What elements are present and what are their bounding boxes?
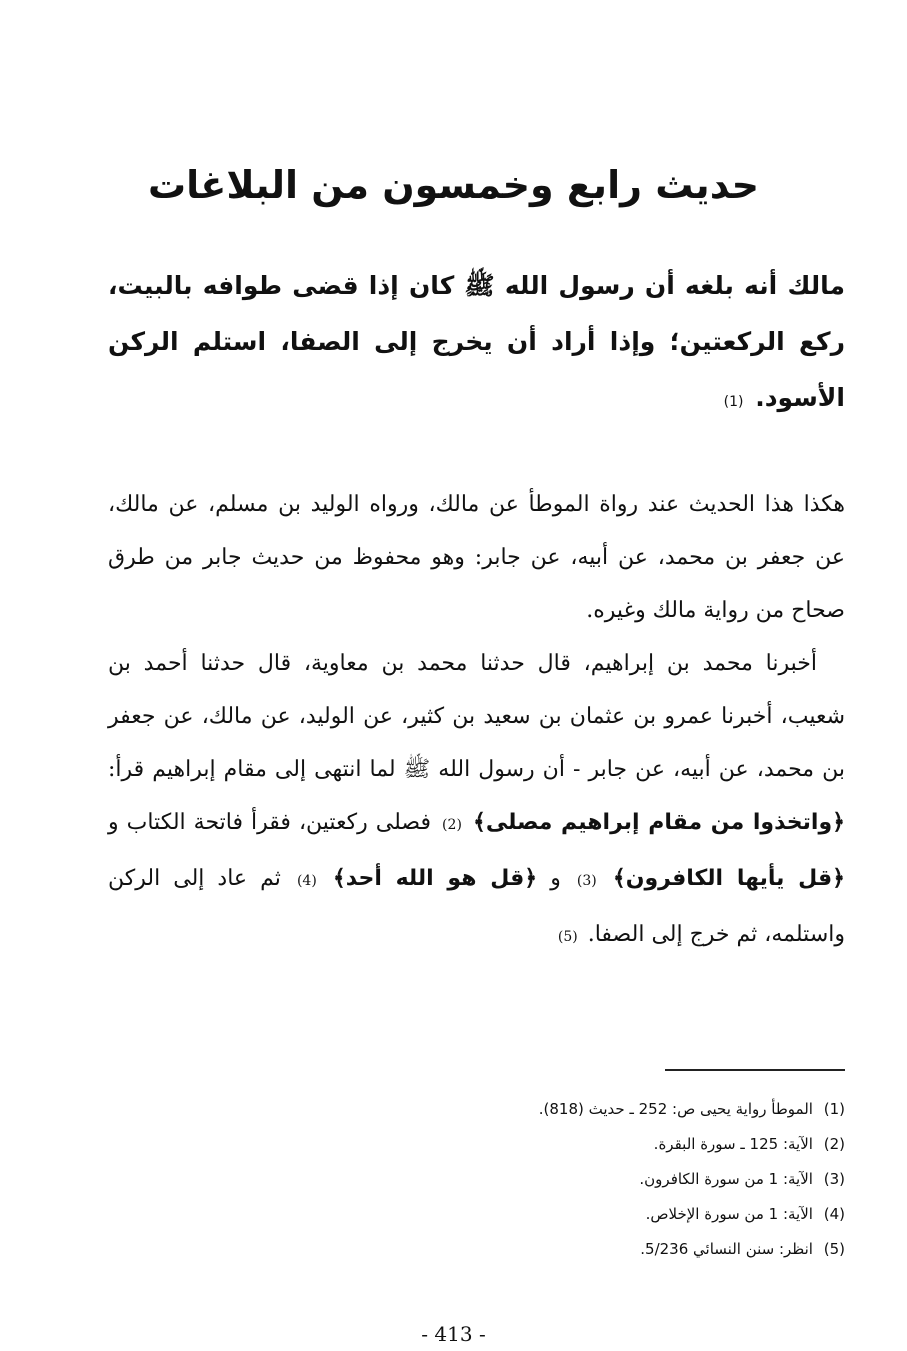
footnote-number: (4) [823,1205,845,1223]
footnote-text: الآية: 125 ـ سورة البقرة. [653,1135,813,1153]
footnote-item [400,1092,845,1127]
footnote-text: الآية: 1 من سورة الكافرون. [639,1170,813,1188]
footnote-ref-5: (5) [557,929,578,945]
footnote-item [400,1127,845,1162]
commentary-paragraph-1: هكذا هذا الحديث عند رواة الموطأ عن مالك، ورواه الوليد بن مسلم، عن مالك، عن جعفر بن محمد، عن أبيه، عن جابر: وهو محفوظ من حديث جابر من طرق صحاح من رواية مالك وغيره. [108,492,845,623]
footnote-number: (2) [823,1135,845,1153]
commentary-paragraph-2 [108,637,845,964]
footnote-ref-1: (1) [723,394,744,410]
footnote-text: انظر: سنن النسائي 5/236. [640,1240,813,1258]
footnote-divider [665,1069,845,1071]
hadith-text-block [108,258,845,430]
footnote-ref-4: (4) [296,873,317,889]
footnote-item [400,1197,845,1232]
footnote-ref-2: (2) [442,817,462,833]
footnote-text: الموطأ رواية يحيى ص: 252 ـ حديث (818). [538,1100,813,1118]
quran-verse-1: ﴿واتخذوا من مقام إبراهيم مصلى﴾ [472,810,846,835]
commentary-block [108,478,845,964]
footnote-number: (5) [823,1240,845,1258]
paragraph-2-text-3: و [550,866,561,891]
paragraph-2-text-2: فصلى ركعتين، فقرأ فاتحة الكتاب و [108,810,432,835]
page-number: - 413 - [421,1322,486,1346]
footnote-number: (3) [823,1170,845,1188]
quran-verse-2: ﴿قل يأيها الكافرون﴾ [612,866,846,891]
footnotes-list [400,1092,845,1267]
footnote-item [400,1232,845,1267]
paragraph-2-text-4: ثم عاد إلى الركن واستلمه، ثم خرج إلى الصفا. [108,866,845,947]
quran-verse-3: ﴿قل هو الله أحد﴾ [332,866,538,891]
footnote-item [400,1162,845,1197]
paragraph-2-text-1: أخبرنا محمد بن إبراهيم، قال حدثنا محمد بن معاوية، قال حدثنا أحمد بن شعيب، أخبرنا عمرو بن عثمان بن سعيد بن كثير، عن الوليد، عن مالك، عن جعفر بن محمد، عن أبيه، عن جابر - أن رسول الله ﷺ لما انتهى إلى مقام إبراهيم قرأ: [108,651,845,782]
footnote-number: (1) [823,1100,845,1118]
page-title: حديث رابع وخمسون من البلاغات [147,163,760,208]
hadith-text: مالك أنه بلغه أن رسول الله ﷺ كان إذا قضى طوافه بالبيت، ركع الركعتين؛ وإذا أراد أن يخرج إلى الصفا، استلم الركن الأسود. [108,271,845,412]
footnote-ref-3: (3) [576,873,597,889]
footnote-text: الآية: 1 من سورة الإخلاص. [645,1205,813,1223]
